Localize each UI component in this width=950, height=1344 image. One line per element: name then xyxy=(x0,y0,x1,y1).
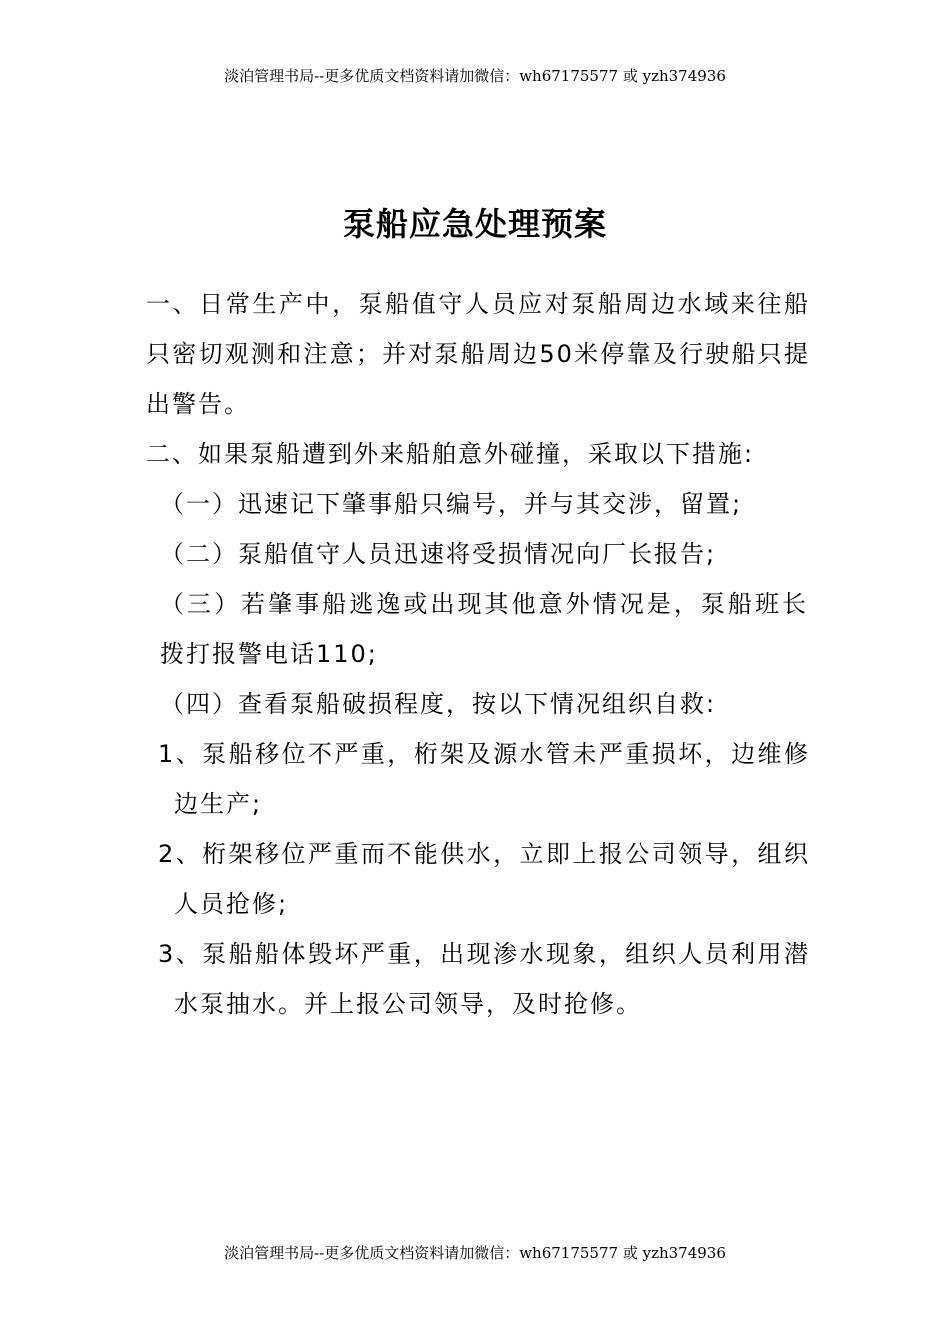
page-footer-watermark: 淡泊管理书局--更多优质文档资料请加微信：wh67175577 或 yzh374936 xyxy=(224,1244,726,1262)
measure-item-2: （二）泵船值守人员迅速将受损情况向厂长报告; xyxy=(160,540,717,568)
paragraph-daily-production: 一、日常生产中，泵船值守人员应对泵船周边水域来往船只密切观测和注意；并对泵船周边50米停靠及行驶船只提出警告。 xyxy=(146,290,810,418)
measure-item-1: （一）迅速记下肇事船只编号，并与其交涉，留置; xyxy=(160,490,743,518)
self-rescue-item-3: 3、泵船船体毁坏严重，出现渗水现象，组织人员利用潜水泵抽水。并上报公司领导，及时抢修。 xyxy=(158,940,810,1018)
measure-item-4: （四）查看泵船破损程度，按以下情况组织自救: xyxy=(160,690,717,718)
self-rescue-item-2: 2、桁架移位严重而不能供水，立即上报公司领导，组织人员抢修; xyxy=(158,840,810,918)
measure-item-3: （三）若肇事船逃逸或出现其他意外情况是，泵船班长拨打报警电话110; xyxy=(160,590,808,668)
document-title: 泵船应急处理预案 xyxy=(342,205,607,243)
page-header-watermark: 淡泊管理书局--更多优质文档资料请加微信：wh67175577 或 yzh374936 xyxy=(224,67,726,85)
paragraph-collision-measures: 二、如果泵船遭到外来船舶意外碰撞，采取以下措施: xyxy=(146,440,755,468)
document-body xyxy=(146,279,810,1029)
self-rescue-item-1: 1、泵船移位不严重，桁架及源水管未严重损坏，边维修边生产; xyxy=(158,740,810,818)
